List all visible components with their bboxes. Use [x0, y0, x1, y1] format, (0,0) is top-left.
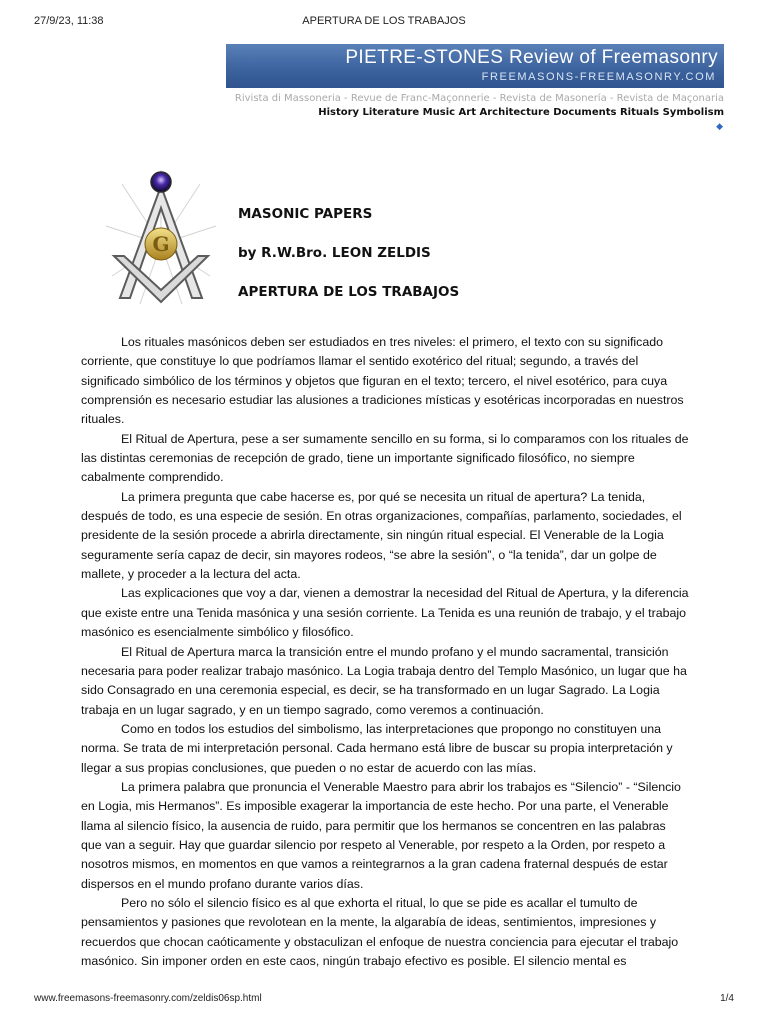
square-and-compasses-icon — [100, 164, 222, 312]
page-url: www.freemasons-freemasonry.com/zeldis06sp.html — [34, 993, 262, 1004]
paragraph: El Ritual de Apertura, pese a ser sumamente sencillo en su forma, si lo comparamos con los rituales de las distintas ceremonias de recepción de grado, tiene un importante significado filosófico, no siempre cabalmente comprendido. — [81, 431, 689, 485]
print-page-title: APERTURA DE LOS TRABAJOS — [302, 15, 466, 27]
author-byline: by R.W.Bro. LEON ZELDIS — [238, 245, 431, 261]
paragraph: Pero no sólo el silencio físico es al que exhorta el ritual, lo que se pide es acallar el tumulto de pensamientos y pasiones que revolotean en la mente, la algarabía de ideas, sentimientos, impresiones y recuerdos que chocan caóticamente y obstaculizan el enfoque de nuestra conciencia para ejecutar el trabajo masónico. Sin imponer orden en este caos, ningún trabajo efectivo es posible. El silencio mental es — [81, 895, 679, 968]
site-title: PIETRE-STONES Review of Freemasonry — [345, 47, 718, 68]
emblem-letter: G — [152, 232, 170, 256]
paragraph: Como en todos los estudios del simbolismo, las interpretaciones que propongo no constituyen una norma. Se trata de mi interpretación personal. Cada hermano está libre de buscar su propia interpretación y llegar a sus propias conclusiones, que pueden o no estar de acuerdo con las mías. — [81, 721, 673, 775]
page-number: 1/4 — [720, 993, 734, 1004]
paragraph: El Ritual de Apertura marca la transición entre el mundo profano y el mundo sacramental, transición necesaria para poder realizar trabajo masónico. La Logia trabaja dentro del Templo Masónico, un lugar que ha sido Consagrado en una ceremonia especial, es decir, se ha transformado en un lugar Sagrado. La Logia trabaja en un lugar sagrado, y en un tiempo sagrado, como veremos a continuación. — [81, 644, 687, 717]
paragraph: La primera pregunta que cabe hacerse es, por qué se necesita un ritual de apertura? La tenida, después de todo, es una especie de sesión. En otras organizaciones, compañías, parlamento, sociedades, el presidente de la sesión procede a abrirla directamente, sin ningún ritual especial. El Venerable de la Logia seguramente sería capaz de decir, sin mayores rodeos, “se abre la sesión”, o “la tenida”, dar un golpe de mallete, y proceder a la lectura del acta. — [81, 489, 682, 582]
article-body — [81, 333, 689, 971]
site-banner[interactable] — [226, 44, 724, 88]
section-heading: MASONIC PAPERS — [238, 206, 373, 222]
article-title: APERTURA DE LOS TRABAJOS — [238, 284, 460, 300]
paragraph: La primera palabra que pronuncia el Venerable Maestro para abrir los trabajos es “Silencio” - “Silencio en Logia, mis Hermanos”. Es imposible exagerar la importancia de este hecho. Por una parte, el Venerable llama al silencio físico, la ausencia de ruido, para permitir que los hermanos se concentren en las palabras que van a seguir. Hay que guardar silencio por respeto al Venerable, por respeto a la Orden, por respeto a nosotros mismos, en momentos en que vamos a reintegrarnos a la gran cadena fraternal después de estar dispersos en el mundo profano durante varios días. — [81, 779, 681, 891]
site-sections-nav[interactable]: History Literature Music Art Architecture Documents Rituals Symbolism — [318, 107, 724, 118]
diamond-icon: ◆ — [716, 121, 723, 131]
paragraph: Las explicaciones que voy a dar, vienen a demostrar la necesidad del Ritual de Apertura, y la diferencia que existe entre una Tenida masónica y una sesión corriente. La Tenida es una reunión de trabajo, y el trabajo masónico es esencialmente simbólico y filosófico. — [81, 586, 689, 640]
language-editions: Rivista di Massoneria - Revue de Franc-Maçonnerie - Revista de Masonería - Revista de Maçonaria — [234, 93, 724, 104]
paragraph: Los rituales masónicos deben ser estudiados en tres niveles: el primero, el texto con su significado corriente, que constituye lo que podríamos llamar el sentido exotérico del ritual; segundo, a través del significado simbólico de los términos y objetos que figuran en el texto; tercero, el nivel esotérico, para cuya comprensión es necesario estudiar las alusiones a tradiciones místicas y esotéricas incorporadas en nuestros rituales. — [81, 335, 684, 427]
site-domain: FREEMASONS-FREEMASONRY.COM — [481, 71, 716, 83]
print-datetime: 27/9/23, 11:38 — [34, 15, 104, 27]
